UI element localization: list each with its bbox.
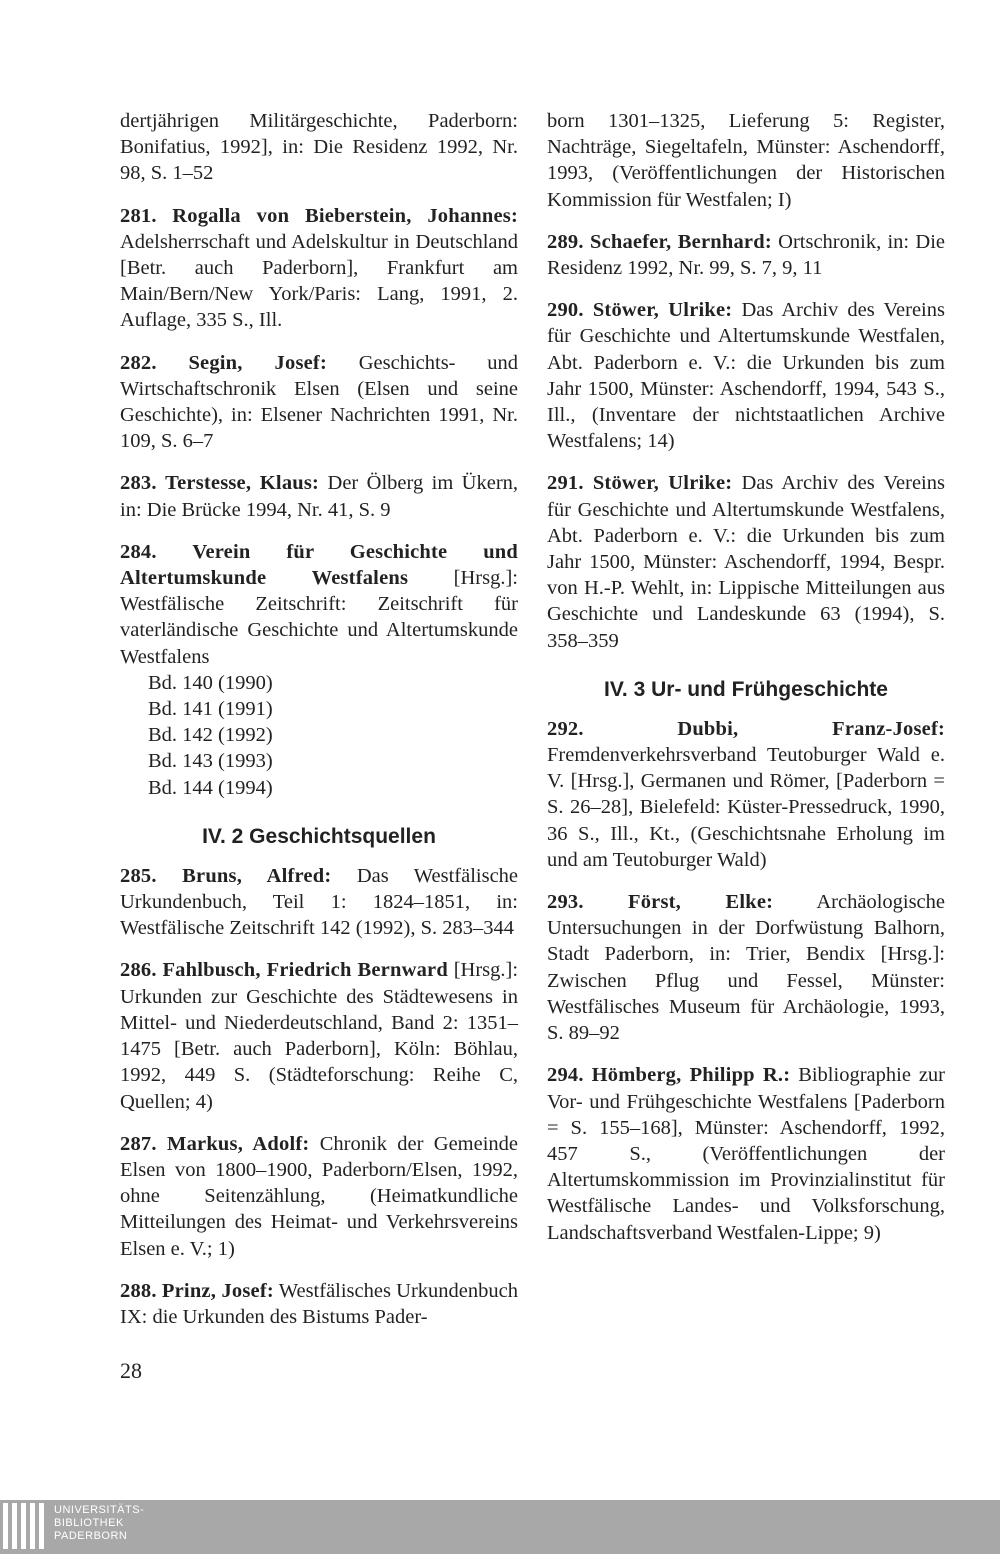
volume-item: Bd. 143 (1993) — [148, 750, 273, 773]
entry-294 — [547, 1062, 945, 1245]
entry-285 — [120, 863, 518, 942]
entry-author: Terstesse, Klaus: — [165, 472, 320, 495]
entry-author: Verein für Geschichte und Altertumskunde Westfalens — [120, 540, 518, 590]
entry-number: 291. — [547, 472, 584, 495]
entry-text: Archäologische Untersuchungen in der Dorfwüstung Balhorn, Stadt Paderborn, in: Trier, Bendix [Hrsg.]: Zwischen Pflug und Fessel, Münster: Westfälisches Museum für Archäologie, 1993, S. 89–92 — [547, 891, 946, 1045]
entry-text: Das Archiv des Vereins für Geschichte und Altertumskunde Westfalen, Abt. Paderborn e. V.: die Urkunden bis zum Jahr 1500, Münster: Aschendorff, 1994, 543 S., Ill., (Inventare der nichtstaatlichen Archive Westfalens; 14) — [547, 299, 945, 453]
entry-author: Schaefer, Bernhard: — [589, 230, 772, 253]
entry-text: Geschichts- und Wirtschaftschronik Elsen (Elsen und seine Geschichte), in: Elsener Nachrichten 1991, Nr. 109, S. 6–7 — [120, 351, 519, 453]
entry-text: [Hrsg.]: Westfälische Zeitschrift: Zeitschrift für vaterländische Geschichte und Altertumskunde Westfalens — [120, 567, 518, 668]
entry-author: Hömberg, Philipp R.: — [591, 1064, 791, 1087]
entry-number: 290. — [547, 299, 584, 322]
volume-item: Bd. 141 (1991) — [148, 698, 273, 721]
library-name-line3: PADERBORN — [54, 1530, 128, 1542]
entry-author: Rogalla von Bieberstein, Johannes: — [172, 204, 518, 227]
entry-number: 284. — [120, 540, 157, 563]
volume-item: Bd. 140 (1990) — [148, 671, 273, 694]
entry-number: 292. — [547, 717, 584, 740]
entry-number: 281. — [120, 204, 157, 227]
entry-291 — [547, 470, 945, 653]
entry-number: 286. — [120, 959, 157, 982]
entry-author: Stöwer, Ulrike: — [592, 299, 733, 322]
entry-text: Adelsherrschaft und Adelskultur in Deutschland [Betr. auch Paderborn], Frankfurt am Main/Bern/New York/Paris: Lang, 1991, 2. Auflage, 335 S., Ill. — [120, 230, 518, 332]
intro-paragraph: dertjährigen Militärgeschichte, Paderborn: Bonifatius, 1992], in: Die Residenz 1992, Nr. 98, S. 1–52 — [120, 110, 518, 185]
entry-text: Das Archiv des Vereins für Geschichte und Altertumskunde Westfalens, Abt. Paderborn e. V.: die Urkunden bis zum Jahr 1500, Münster: Aschendorff, 1994, Bespr. von H.-P. Wehlt, in: Lippische Mitteilungen aus Geschichte und Landeskunde 63 (1994), S. 358–359 — [547, 472, 945, 652]
section-heading-urgeschichte: IV. 3 Ur- und Frühgeschichte — [604, 677, 888, 701]
entry-author: Först, Elke: — [627, 891, 774, 914]
entry-number: 282. — [120, 351, 157, 374]
entry-number: 283. — [120, 472, 157, 495]
library-logo-icon — [3, 1503, 48, 1551]
entry-288 — [120, 1278, 518, 1330]
entry-text: Ortschronik, in: Die Residenz 1992, Nr. 99, S. 7, 9, 11 — [547, 230, 946, 280]
section-heading-geschichtsquellen: IV. 2 Geschichtsquellen — [202, 824, 436, 848]
entry-284 — [120, 539, 518, 670]
entry-286 — [120, 957, 518, 1114]
entry-text: Fremdenverkehrsverband Teutoburger Wald e. V. [Hrsg.], Germanen und Römer, [Paderborn = S. 26–28], Bielefeld: Küster-Pressedruck, 1990, 36 S., Ill., Kt., (Geschichtsnahe Erholung im und am Teutoburger Wald) — [547, 744, 945, 871]
entry-text: Bibliographie zur Vor- und Frühgeschichte Westfalens [Paderborn = S. 155–168], Münster: Aschendorff, 1992, 457 S., (Veröffentlichungen der Altertumskommission im Provinzialinstitut für Westfälische Landes- und Volksforschung, Landschaftsverband Westfalen-Lippe; 9) — [547, 1064, 946, 1244]
volume-item: Bd. 144 (1994) — [148, 776, 273, 799]
right-column — [547, 108, 945, 1262]
entry-292 — [547, 716, 945, 873]
entry-281 — [120, 203, 518, 334]
entry-author: Segin, Josef: — [188, 351, 327, 374]
entry-author: Prinz, Josef: — [161, 1279, 274, 1302]
entry-289 — [547, 229, 945, 281]
entry-283 — [120, 470, 518, 522]
entry-text: [Hrsg.]: Urkunden zur Geschichte des Städtewesens in Mittel- und Niederdeutschland, Band 2: 1351–1475 [Betr. auch Paderborn], Köln: Böhlau, 1992, 449 S. (Städteforschung: Reihe C, Quellen; 4) — [120, 959, 519, 1113]
entry-text: Chronik der Gemeinde Elsen von 1800–1900, Paderborn/Elsen, 1992, ohne Seitenzählung, (Heimatkundliche Mitteilungen des Heimat- und Verkehrsvereins Elsen e. V.; 1) — [120, 1132, 519, 1260]
entry-number: 287. — [120, 1132, 157, 1155]
entry-282 — [120, 350, 518, 455]
entry-author: Stöwer, Ulrike: — [592, 472, 733, 495]
volume-item: Bd. 142 (1992) — [148, 724, 273, 747]
entry-text: Westfälisches Urkundenbuch IX: die Urkunden des Bistums Pader- — [120, 1279, 519, 1328]
entry-number: 285. — [120, 864, 157, 887]
volume-list — [120, 670, 518, 801]
library-name — [54, 1504, 144, 1543]
entry-author: Fahlbusch, Friedrich Bernward — [162, 959, 448, 982]
entry-number: 293. — [547, 891, 584, 914]
library-name-line1: UNIVERSITÄTS- — [54, 1504, 145, 1516]
intro-paragraph: born 1301–1325, Lieferung 5: Register, Nachträge, Siegeltafeln, Münster: Aschendorff, 1993, (Veröffentlichungen der Historischen Kommission für Westfalen; I) — [547, 110, 945, 211]
library-footer-banner — [0, 1500, 1000, 1554]
page-number: 28 — [120, 1358, 142, 1383]
entry-author: Markus, Adolf: — [167, 1132, 310, 1155]
entry-author: Dubbi, Franz-Josef: — [677, 717, 945, 740]
entry-293 — [547, 889, 945, 1046]
left-column — [120, 108, 518, 1346]
entry-text: Das Westfälische Urkundenbuch, Teil 1: 1824–1851, in: Westfälische Zeitschrift 142 (1992), S. 283–344 — [120, 864, 519, 940]
entry-number: 294. — [547, 1064, 584, 1087]
entry-287 — [120, 1131, 518, 1262]
entry-text: Der Ölberg im Ükern, in: Die Brücke 1994, Nr. 41, S. 9 — [120, 472, 519, 521]
entry-290 — [547, 297, 945, 454]
library-name-line2: BIBLIOTHEK — [54, 1517, 124, 1529]
entry-number: 289. — [547, 230, 584, 253]
entry-author: Bruns, Alfred: — [182, 864, 332, 887]
entry-number: 288. — [120, 1279, 157, 1302]
